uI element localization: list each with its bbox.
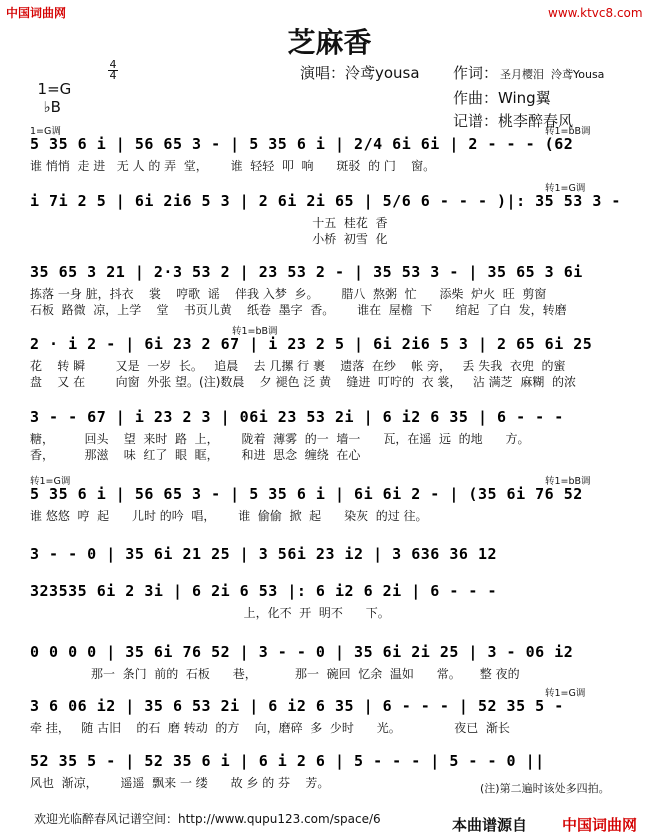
notation-row: 5 35 6 i | 56 65 3 - | 5 35 6 i | 6i 6i 2 - | (35 6i 76 52 [30, 485, 583, 503]
footer-source-site: 中国词曲网 [562, 816, 638, 834]
footer-welcome: 欢迎光临醉春风记谱空间：http://www.qupu123.com/space/6 [34, 812, 381, 826]
notation-row: 2 · i 2 - | 6i 23 2 67 | i 23 2 5 | 6i 2i6 5 3 | 2 65 6i 25 [30, 335, 593, 353]
time-top: 4 [109, 58, 117, 71]
composer-credit: 作曲：Wing翼 [453, 89, 551, 107]
notation-row: 3 - - 0 | 35 6i 21 25 | 3 56i 23 i2 | 3 636 36 12 [30, 545, 498, 563]
lyric-row: 香， 那滋 味 红了 眼 眶， 和进 思念 缠绕 在心 [30, 448, 361, 462]
notation-row: 3 - - 67 | i 23 2 3 | 06i 23 53 2i | 6 i2 6 35 | 6 - - - [30, 408, 564, 426]
notation-row: 5 35 6 i | 56 65 3 - | 5 35 6 i | 2/4 6i 6i | 2 - - - (62 [30, 135, 574, 153]
lyricist-credit: 圣月樱泪 泠鸢Yousa [500, 68, 605, 81]
key-g: 1=G [37, 80, 72, 98]
key-change-mark: 转1=G调 [30, 476, 71, 487]
lyric-row: 风也 渐凉， 遥遥 飘来 一 缕 故 乡 的 芬 芳。 [30, 776, 330, 790]
lyric-row: 糖， 回头 望 来时 路 上， 陇着 薄雾 的一 墙一 瓦，在遥 远 的地 方。 [30, 432, 530, 446]
key-change-mark: 1=G调 [30, 126, 61, 137]
time-bottom: 4 [109, 69, 117, 82]
key-change-mark: 转1=bB调 [545, 476, 591, 487]
lyric-row: 小桥 初雪 化 [30, 232, 388, 246]
notation-row: 323535 6i 2 3i | 6 2i 6 53 |: 6 i2 6 2i | 6 - - - [30, 582, 498, 600]
watermark-right: www.ktvc8.com [548, 6, 643, 20]
lyric-row: 谁 悠悠 哼 起 儿时 的吟 唱， 谁 偷偷 掀 起 染灰 的过 往。 [30, 509, 428, 523]
notation-row: 35 65 3 21 | 2·3 53 2 | 23 53 2 - | 35 53 3 - | 35 65 3 6i [30, 263, 583, 281]
lyric-row: 盘 又 在 向窗 外张 望。(注)数晨 夕 褪色 泛 黄 缝进 叮咛的 衣 裳， 沾 满芝 麻糊 的浓 [30, 375, 576, 389]
song-title: 芝麻香 [287, 26, 372, 59]
lyric-row: 牵 挂， 随 古旧 的石 磨 转动 的方 向，磨碎 多 少时 光。 夜已 渐长 [30, 721, 510, 735]
key-change-mark: 转1=G调 [545, 183, 586, 194]
key-change-mark: 转1=G调 [545, 688, 586, 699]
key-change-mark: 转1=bB调 [232, 326, 278, 337]
lyric-row: 石板 路微 凉，上学 堂 书页儿黄 纸卷 墨字 香。 谁在 屋檐 下 绾起 了白 发，转磨 [30, 303, 567, 317]
notation-row: 52 35 5 - | 52 35 6 i | 6 i 2 6 | 5 - - - | 5 - - 0 || [30, 752, 545, 770]
notation-row: 3 6 06 i2 | 35 6 53 2i | 6 i2 6 35 | 6 - - - | 52 35 5 - [30, 697, 564, 715]
lyric-row: 上，化不 开 明不 下。 [30, 606, 390, 620]
lyric-row: 花 转 瞬 又是 一岁 长。 追晨 去 几摞 行 裹 遗落 在纱 帐 旁， 丢 失我 衣兜 的蜜 [30, 359, 566, 373]
lyric-row: 谁 悄悄 走 进 无 人 的 弄 堂， 谁 轻轻 叩 响 斑驳 的 门 窗。 [30, 159, 436, 173]
footnote: (注)第二遍时该处多四拍。 [480, 782, 610, 795]
lyric-row: 拣落 一身 脏，抖衣 裳 哼歌 谣 伴我 入梦 乡。 腊八 熬粥 忙 添柴 炉火 旺 剪窗 [30, 287, 547, 301]
footer-source-label: 本曲谱源自 [452, 816, 528, 834]
key-flat-b: ♭B [43, 98, 61, 116]
watermark-left: 中国词曲网 [6, 6, 67, 20]
singer-credit: 演唱：泠鸢yousa [300, 64, 420, 82]
lyric-row: 那一 条门 前的 石板 巷， 那一 碗回 忆余 温如 常。 整 夜的 [30, 667, 520, 681]
notation-row: 0 0 0 0 | 35 6i 76 52 | 3 - - 0 | 35 6i 2i 25 | 3 - 06 i2 [30, 643, 574, 661]
key-signature [28, 62, 71, 116]
time-signature [108, 60, 118, 81]
notation-row: i 7i 2 5 | 6i 2i6 5 3 | 2 6i 2i 65 | 5/6 6 - - - )|: 35 53 3 - [30, 192, 621, 210]
lyricist-label: 作词： [453, 64, 499, 82]
transcriber-credit: 记谱：桃李醉春风 [453, 112, 574, 130]
lyric-row: 十五 桂花 香 [30, 216, 388, 230]
key-change-mark: 转1=bB调 [545, 126, 591, 137]
